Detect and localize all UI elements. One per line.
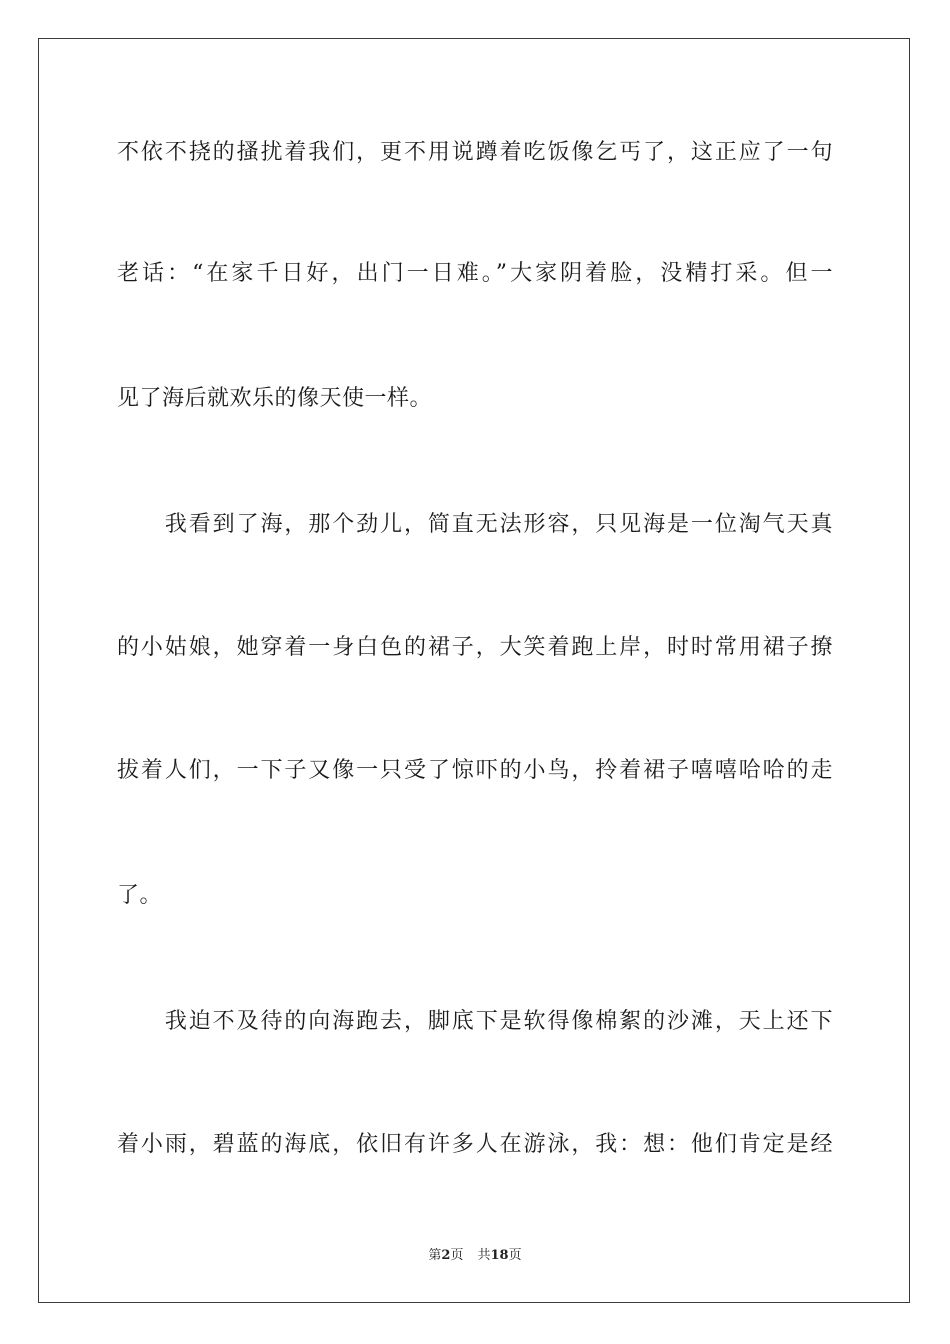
body-text-line: 我迫不及待的向海跑去，脚底下是软得像棉絮的沙滩，天上还下 — [117, 1009, 833, 1034]
page-border — [38, 38, 910, 1303]
body-text-line: 着小雨，碧蓝的海底，依旧有许多人在游泳，我：想：他们肯定是经 — [117, 1132, 833, 1157]
body-text-line: 了。 — [117, 883, 163, 908]
total-suffix: 页 — [508, 1248, 522, 1263]
body-text-line: 我看到了海，那个劲儿，简直无法形容，只见海是一位淘气天真 — [117, 512, 833, 537]
total-pages: 18 — [490, 1248, 509, 1263]
body-text-line: 不依不挠的搔扰着我们，更不用说蹲着吃饭像乞丐了，这正应了一句 — [117, 140, 833, 165]
page-suffix: 页 — [450, 1248, 464, 1263]
page-number: 2 — [441, 1248, 451, 1263]
page-prefix: 第 — [428, 1248, 442, 1263]
body-text-line: 老话：“在家千日好，出门一日难。”大家阴着脸，没精打采。但一 — [117, 261, 833, 286]
body-text-line: 拔着人们，一下子又像一只受了惊吓的小鸟，拎着裙子嘻嘻哈哈的走 — [117, 758, 833, 783]
page-footer — [0, 1247, 950, 1265]
body-text-line: 的小姑娘，她穿着一身白色的裙子，大笑着跑上岸，时时常用裙子撩 — [117, 635, 833, 660]
body-text-line: 见了海后就欢乐的像天使一样。 — [117, 386, 433, 411]
total-prefix: 共 — [477, 1248, 491, 1263]
